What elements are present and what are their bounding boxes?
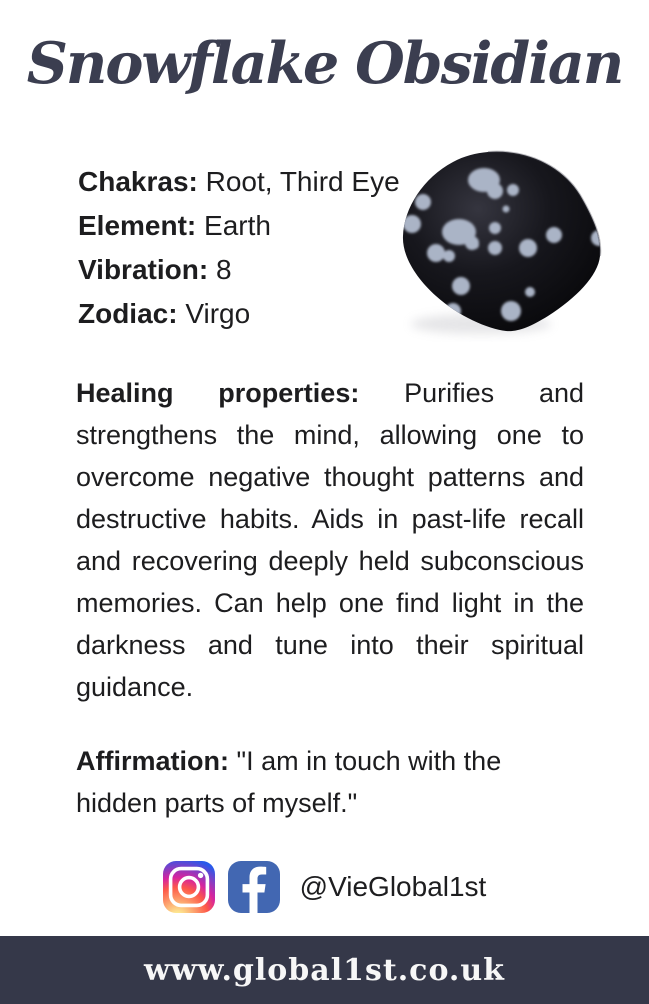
facebook-icon — [228, 861, 280, 913]
property-value: Earth — [204, 210, 271, 241]
snowflake-obsidian-stone-graphic — [396, 146, 610, 342]
property-row-zodiac — [78, 292, 400, 336]
property-row-chakras — [78, 160, 400, 204]
instagram-icon — [163, 861, 215, 913]
affirmation-label: Affirmation: — [76, 746, 229, 776]
property-value: 8 — [215, 254, 232, 285]
healing-properties-text: Purifies and strengthens the mind, allowing one to overcome negative thought patterns and destructive habits. Aids in past-life recall and recovering deeply held subconscious memories. Can help one find light in the darkness and tune into their spiritual guidance. — [76, 378, 584, 702]
footer-bar — [0, 936, 649, 1004]
property-label: Element: — [78, 210, 197, 241]
property-value: Virgo — [185, 298, 251, 329]
affirmation-paragraph — [76, 740, 584, 824]
affirmation-text: "I am in touch with the hidden parts of myself." — [76, 746, 502, 818]
property-row-element — [78, 204, 400, 248]
property-value: Root, Third Eye — [205, 166, 400, 197]
property-label: Chakras: — [78, 166, 198, 197]
property-row-vibration — [78, 248, 400, 292]
properties-list — [78, 160, 400, 336]
healing-properties-label: Healing properties: — [76, 378, 360, 408]
property-label: Zodiac: — [78, 298, 178, 329]
stone-photo — [396, 146, 610, 342]
page-title: Snowflake Obsidian — [26, 30, 623, 97]
healing-properties-paragraph — [76, 372, 584, 708]
social-bar — [0, 860, 649, 914]
website-url: www.global1st.co.uk — [144, 952, 505, 988]
property-label: Vibration: — [78, 254, 209, 285]
social-handle: @VieGlobal1st — [299, 871, 487, 902]
